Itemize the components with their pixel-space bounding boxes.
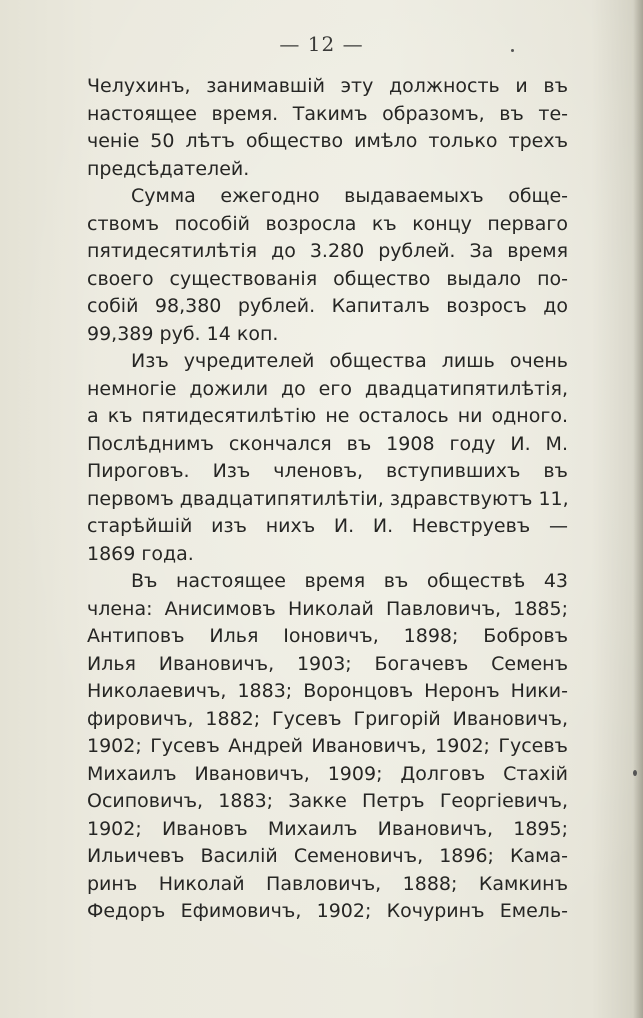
- ink-speck: [511, 49, 514, 52]
- text-line: Ильичевъ Василій Семеновичъ, 1896; Кама-: [87, 845, 568, 867]
- text-line: Изъ учредителей общества лишь очень: [131, 350, 568, 372]
- text-line: 99,389 руб. 14 коп.: [87, 322, 279, 345]
- text-line: Николаевичъ, 1883; Воронцовъ Неронъ Ники-: [87, 680, 568, 702]
- text-line: 1869 года.: [87, 542, 194, 565]
- body-text: [87, 73, 568, 926]
- text-line: а къ пятидесятилѣтію не осталось ни одного.: [87, 405, 568, 427]
- page-number: — 12 —: [279, 32, 364, 56]
- text-line: члена: Анисимовъ Николай Павловичъ, 1885;: [87, 597, 568, 620]
- text-line: ченіе 50 лѣтъ общество имѣло только трехъ: [87, 130, 568, 152]
- text-line: Челухинъ, занимавшій эту должность и въ: [87, 75, 568, 97]
- text-line: 1902; Ивановъ Михаилъ Ивановичъ, 1895;: [87, 817, 568, 840]
- text-line: Антиповъ Илья Іоновичъ, 1898; Бобровъ: [87, 625, 568, 647]
- text-line: Послѣднимъ скончался въ 1908 году И. М.: [87, 432, 568, 455]
- text-line: Федоръ Ефимовичъ, 1902; Кочуринъ Емель-: [87, 900, 568, 922]
- text-line: Сумма ежегодно выдаваемыхъ обще-: [131, 185, 568, 207]
- text-line: ринъ Николай Павловичъ, 1888; Камкинъ: [87, 872, 568, 895]
- text-line: ствомъ пособій возросла къ концу перваго: [87, 212, 568, 235]
- text-line: немногіе дожили до его двадцатипятилѣтія,: [87, 377, 568, 400]
- text-line: настоящее время. Такимъ образомъ, въ те-: [87, 102, 568, 125]
- text-line: 1902; Гусевъ Андрей Ивановичъ, 1902; Гусевъ: [87, 735, 568, 757]
- text-line: первомъ двадцатипятилѣтіи, здравствуютъ 11,: [87, 487, 569, 510]
- text-line: собій 98,380 рублей. Капиталъ возросъ до: [87, 295, 568, 317]
- ink-speck: [633, 770, 637, 776]
- text-line: своего существованія общество выдало по-: [87, 267, 568, 290]
- text-line: старѣйшій изъ нихъ И. И. Невструевъ —: [87, 515, 568, 537]
- text-line: пятидесятилѣтія до 3.280 рублей. За время: [87, 240, 568, 262]
- text-line: Пироговъ. Изъ членовъ, вступившихъ въ: [87, 460, 568, 482]
- text-line: Михаилъ Ивановичъ, 1909; Долговъ Стахій: [87, 762, 568, 785]
- page-spine-shadow: [633, 0, 643, 1018]
- text-line: предсѣдателей.: [87, 157, 250, 180]
- text-line: Илья Ивановичъ, 1903; Богачевъ Семенъ: [87, 652, 568, 675]
- text-line: Осиповичъ, 1883; Закке Петръ Георгіевичъ,: [87, 790, 568, 812]
- text-line: Въ настоящее время въ обществѣ 43: [131, 570, 568, 592]
- text-line: фировичъ, 1882; Гусевъ Григорій Ивановичъ,: [87, 707, 568, 730]
